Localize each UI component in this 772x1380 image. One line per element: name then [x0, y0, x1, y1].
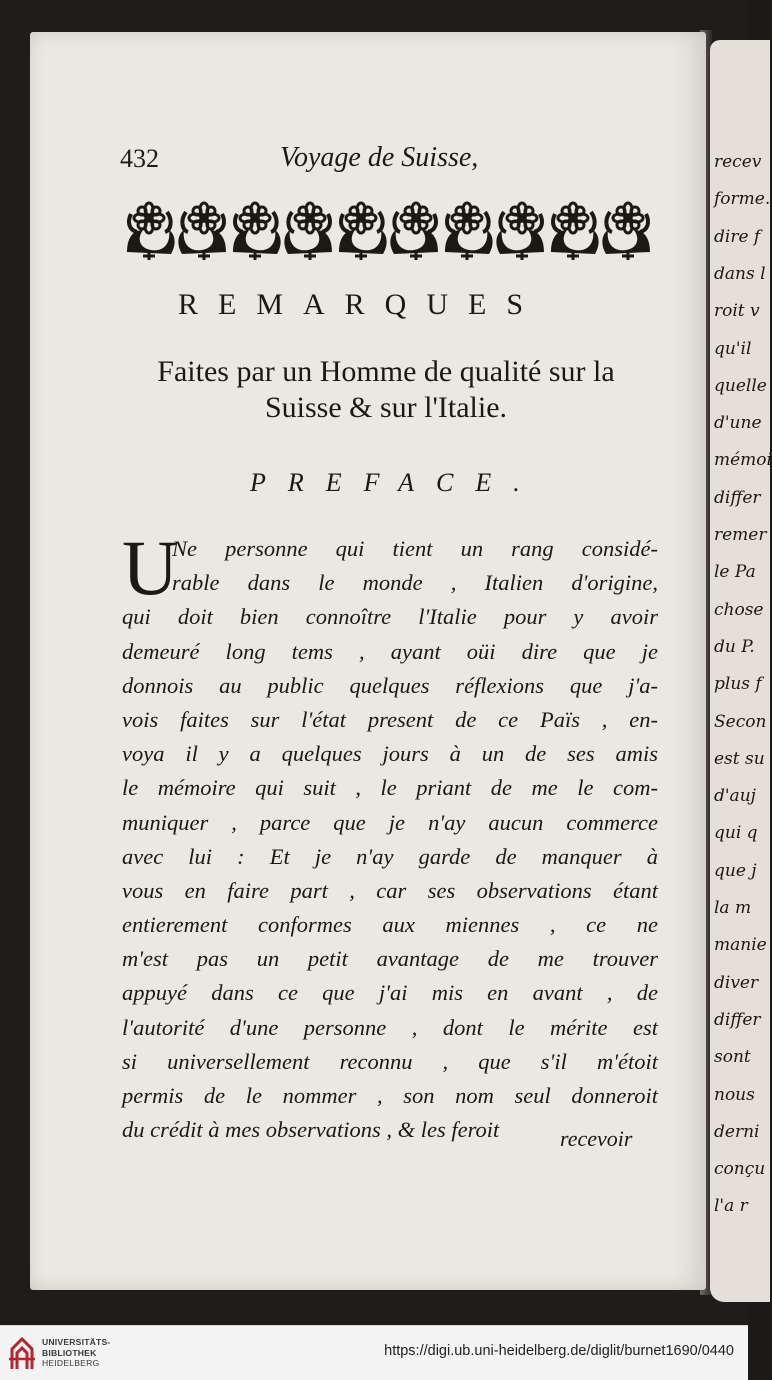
- subtitle: [112, 354, 660, 426]
- next-page-fragment: dans l: [714, 263, 766, 284]
- library-line-2: BIBLIOTHEK: [42, 1347, 97, 1358]
- ornament-tile: [127, 203, 175, 260]
- heidelberg-logo-icon: [8, 1335, 36, 1371]
- body-text: [122, 524, 658, 1147]
- next-page-fragment: du P.: [714, 636, 755, 657]
- library-line-1: UNIVERSITÄTS-: [42, 1337, 111, 1347]
- body-line: appuyé dans ce que j'ai mis en avant , de: [122, 980, 658, 1006]
- catchword: recevoir: [560, 1126, 633, 1151]
- body-line: vous en faire part , car ses observations étant: [122, 877, 658, 903]
- next-page-fragment: Secon: [714, 711, 767, 732]
- subtitle-line-2: Suisse & sur l'Italie.: [264, 391, 508, 424]
- ornament-tile: [496, 203, 544, 260]
- body-line: avec lui : Et je n'ay garde de manquer à: [122, 843, 658, 869]
- subtitle-line-1: Faites par un Homme de qualité sur la: [157, 355, 615, 388]
- next-page-fragment: est su: [714, 748, 765, 769]
- next-page-fragment: remer: [714, 525, 767, 545]
- next-page-fragment: differ: [714, 1009, 761, 1030]
- library-name: [42, 1337, 111, 1369]
- page-number: 432: [120, 144, 159, 173]
- body-line: le mémoire qui suit , le priant de me le com-: [122, 775, 658, 801]
- next-page-fragment: recev: [714, 152, 762, 172]
- ornament-tile: [339, 203, 387, 260]
- ornament-tile: [445, 203, 493, 260]
- next-page-fragment: qui q: [714, 823, 758, 844]
- page-header: [120, 144, 500, 180]
- next-page-fragment: diver: [714, 972, 759, 993]
- next-page-fragment: l'a r: [714, 1196, 748, 1217]
- library-line-3: HEIDELBERG: [42, 1358, 100, 1368]
- ornament-tile: [233, 203, 281, 260]
- next-page-fragment: differ: [714, 487, 761, 508]
- ornament-tile: [602, 203, 650, 260]
- body-line: du crédit à mes observations , & les feroit: [122, 1117, 500, 1143]
- next-page-fragment: roit v: [714, 301, 760, 322]
- next-page-fragment: le Pa: [714, 562, 756, 583]
- viewer-footer: [0, 1325, 748, 1380]
- next-page-fragment: forme.: [714, 189, 771, 210]
- ornament-tile: [178, 203, 226, 260]
- ornament-tile: [551, 203, 599, 260]
- body-line: entierement conformes aux miennes , ce ne: [122, 912, 658, 938]
- next-page-edge: [710, 40, 770, 1302]
- body-line: muniquer , parce que je n'ay aucun commerce: [122, 809, 658, 835]
- permalink-url[interactable]: https://digi.ub.uni-heidelberg.de/diglit/burnet1690/0440: [384, 1343, 734, 1359]
- next-page-fragment: que j: [714, 860, 757, 881]
- body-line: rable dans le monde , Italien d'origine,: [172, 570, 658, 596]
- body-line: m'est pas un petit avantage de me trouver: [122, 946, 658, 972]
- body-line: demeuré long tems , ayant oüi dire que je: [122, 638, 658, 664]
- next-page-fragment: chose: [714, 599, 764, 620]
- next-page-fragment: dire f: [714, 226, 761, 247]
- heading-remarques: REMARQUES: [178, 288, 544, 321]
- running-title: Voyage de Suisse,: [280, 142, 479, 173]
- next-page-fragment: qu'il: [714, 338, 752, 359]
- body-line: voya il y a quelques jours à un de ses amis: [122, 741, 658, 767]
- next-page-fragment: nous: [714, 1084, 755, 1105]
- body-line: l'autorité d'une personne , dont le mérite est: [122, 1014, 658, 1040]
- body-line: permis de le nommer , son nom seul donneroit: [122, 1083, 658, 1108]
- body-line: qui doit bien connoître l'Italie pour y avoir: [122, 604, 658, 630]
- next-page-fragment: la m: [714, 898, 752, 918]
- ornament-tile: [390, 203, 438, 260]
- next-page-fragment: d'auj: [714, 786, 756, 807]
- drop-cap: U: [122, 524, 179, 611]
- next-page-fragment: plus f: [714, 674, 762, 695]
- body-line: donnois au public quelques réflexions que j'a-: [122, 672, 658, 698]
- next-page-fragment: manie: [714, 935, 767, 956]
- body-line: vois faites sur l'état present de ce Païs , en-: [122, 706, 658, 732]
- body-line: si universellement reconnu , que s'il m'étoit: [122, 1048, 658, 1074]
- next-page-fragment: quelle: [714, 375, 767, 396]
- next-page-fragment: sont: [714, 1047, 751, 1068]
- next-page-fragment: conçu: [714, 1159, 766, 1180]
- body-line: Ne personne qui tient un rang considé-: [172, 536, 658, 561]
- next-page-fragment: mémoi: [714, 450, 772, 471]
- ornament-tile: [284, 203, 332, 260]
- next-page-fragment: d'une: [714, 413, 762, 434]
- next-page-fragment: derni: [714, 1121, 760, 1142]
- floral-ornament-band: [123, 198, 657, 260]
- section-title-preface: PREFACE.: [250, 468, 542, 497]
